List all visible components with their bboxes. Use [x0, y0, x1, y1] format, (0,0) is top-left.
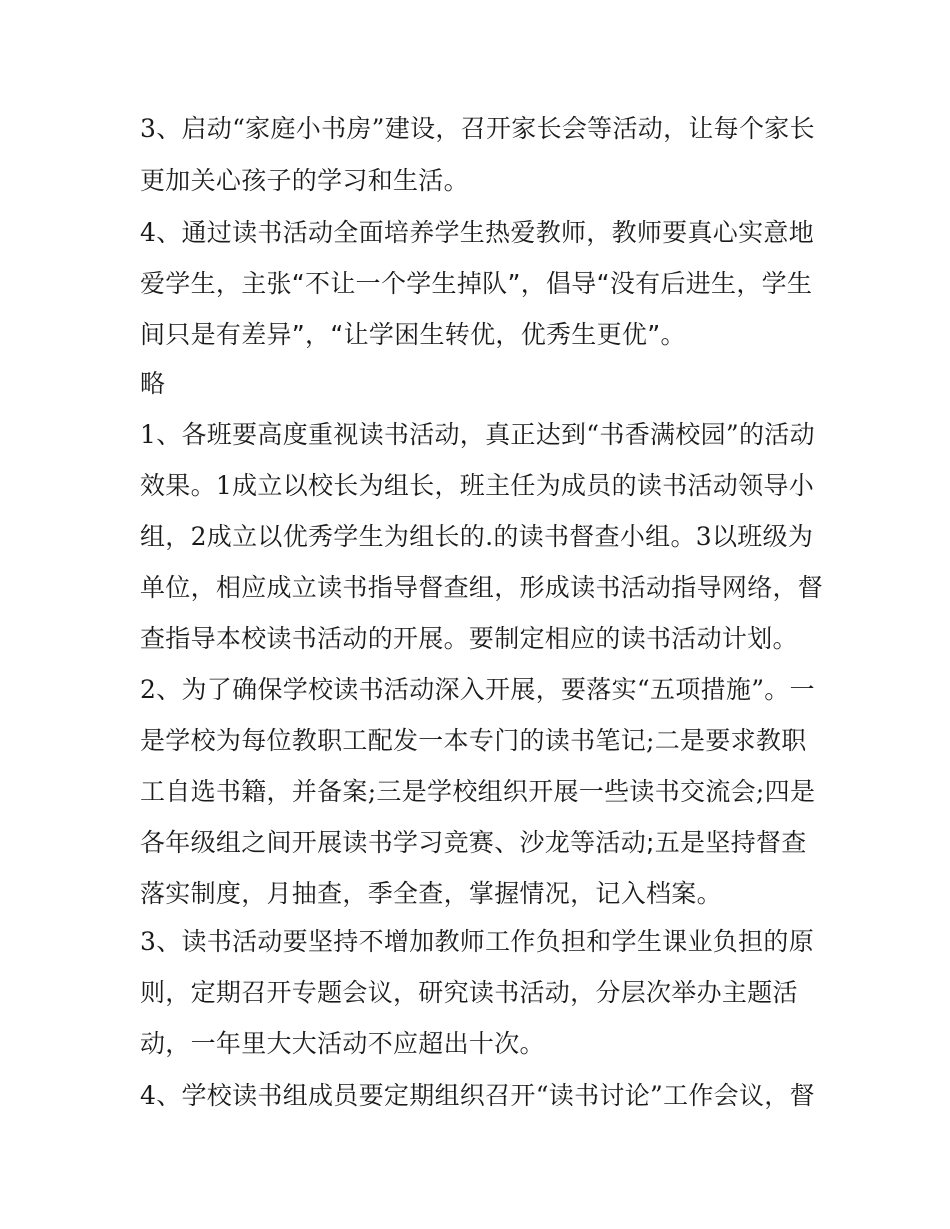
text-line: 更加关心孩子的学习和生活。: [140, 166, 469, 195]
text-line: 各年级组之间开展读书学习竞赛、沙龙等活动;五是坚持督查: [140, 828, 807, 857]
text-line: 效果。1成立以校长为组长，班主任为成员的读书活动领导小: [140, 471, 815, 500]
text-line: 是学校为每位教职工配发一本专门的读书笔记;二是要求教职: [140, 726, 807, 755]
text-line: 3、读书活动要坚持不增加教师工作负担和学生课业负担的原: [140, 927, 815, 956]
text-line: 单位，相应成立读书指导督查组，形成读书活动指导网络，督: [140, 573, 824, 602]
text-line: 略: [140, 369, 166, 398]
text-line: 组，2成立以优秀学生为组长的.的读书督查小组。3以班级为: [140, 522, 814, 551]
text-line: 4、学校读书组成员要定期组织召开“读书讨论”工作会议，督: [140, 1081, 815, 1110]
text-line: 3、启动“家庭小书房”建设，召开家长会等活动，让每个家长: [140, 114, 815, 143]
text-line: 落实制度，月抽查，季全查，掌握情况，记入档案。: [140, 879, 722, 908]
text-line: 间只是有差异”，“让学困生转优，优秀生更优”。: [140, 320, 686, 349]
text-line: 查指导本校读书活动的开展。要制定相应的读书活动计划。: [140, 624, 798, 653]
text-line: 则，定期召开专题会议，研究读书活动，分层次举办主题活: [140, 978, 798, 1007]
text-line: 爱学生，主张“不让一个学生掉队”，倡导“没有后进生，学生: [140, 269, 813, 298]
text-line: 2、为了确保学校读书活动深入开展，要落实“五项措施”。一: [140, 675, 815, 704]
text-line: 动，一年里大大活动不应超出十次。: [140, 1029, 545, 1058]
text-line: 4、通过读书活动全面培养学生热爱教师，教师要真心实意地: [140, 218, 815, 247]
text-line: 1、各班要高度重视读书活动，真正达到“书香满校园”的活动: [140, 420, 815, 449]
text-line: 工自选书籍，并备案;三是学校组织开展一些读书交流会;四是: [140, 777, 816, 806]
